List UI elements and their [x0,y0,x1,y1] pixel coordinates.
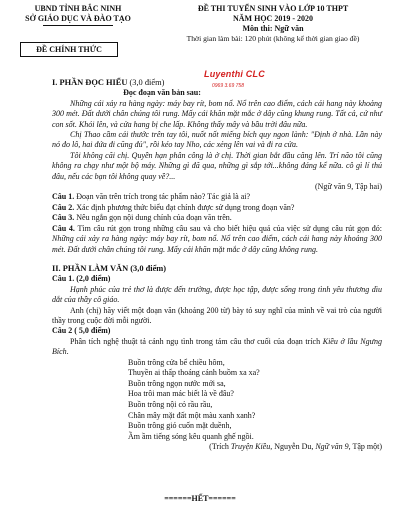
school-year: NĂM HỌC 2019 - 2020 [233,14,313,23]
exam-subject: Môn thi: Ngữ văn [242,24,304,33]
question-4: Câu 4. Tìm câu rút gọn trong những câu sau và cho biết hiệu quả của việc sử dụng câu rút gọn đó: Những cái xảy ra hàng ngày: máy bay rít, bom nổ. Nổ trên cao điểm, cách cái hang này khoảng 300 mét. Đất dưới chân chúng tôi rung. Mấy cái khăn mặt mắc ở dây cũng không rung. [52,223,382,254]
part2-points: (3,0 điểm) [130,263,167,273]
part2-q1-label: Câu 1. (2,0 điểm) [52,274,111,284]
department-name: SỞ GIÁO DỤC VÀ ĐÀO TẠO [25,14,131,23]
poem-citation: (Trích Truyện Kiều, Nguyễn Du, Ngữ văn 9, Tập một) [209,442,382,452]
part1-title: I. PHẦN ĐỌC HIỂU [52,78,128,87]
part2-title: II. PHẦN LÀM VĂN [52,263,129,273]
poem-line: Buồn trông cửa bể chiều hôm, [128,357,225,367]
passage-paragraph: Chị Thao cầm cái thước trên tay tôi, nuốt nốt miếng bích quy ngon lành: "Định ở nhà. Lần này nó đo lô, hai đứa đi cũng đủ", rồi kéo tay Nho, các xẻng lên vai và đi ra cửa. [52,130,382,150]
poem-line: Thuyền ai thấp thoáng cánh buồm xa xa? [128,368,260,378]
exam-title: ĐỀ THI TUYỂN SINH VÀO LỚP 10 THPT [197,4,349,13]
question-3: Câu 3. Nêu ngắn gọn nội dung chính của đoạn văn trên. [52,213,232,223]
part2-q1-task: Anh (chị) hãy viết một đoạn văn (khoảng 200 từ) bày tỏ suy nghĩ của mình về vai trò của người thầy trong cuộc đời mỗi người. [52,305,382,325]
question-2: Câu 2. Xác định phương thức biểu đạt chính được sử dụng trong đoạn văn? [52,202,295,212]
part2-q1-quote: Hạnh phúc của trẻ thơ là được đến trường, được học tập, được sống trong tình yêu thương dìu dắt của thầy cô giáo. [52,284,382,305]
header-divider [43,25,113,26]
poem-excerpt [52,358,382,443]
part2-q2-task: Phân tích nghệ thuật tả cảnh ngụ tình trong tám câu thơ cuối của đoạn trích Kiều ở lầu Ngưng Bích. [52,336,382,357]
poem-line: Buồn trông nội cỏ rầu rầu, [128,399,213,409]
passage-citation: (Ngữ văn 9, Tập hai) [314,182,382,192]
poem-line: Ầm ầm tiếng sóng kêu quanh ghế ngồi. [128,431,254,441]
exam-time: Thời gian làm bài: 120 phút (không kể thời gian giao đề) [186,34,360,43]
province-name: UBND TỈNH BẮC NINH [34,4,122,13]
poem-line: Buồn trông ngọn nước mới sa, [128,378,226,388]
question-1: Câu 1. Đoạn văn trên trích trong tác phẩm nào? Tác giả là ai? [52,192,251,202]
issuer-header [8,4,148,26]
part1-heading [52,78,382,88]
part2-heading [52,264,382,274]
passage-paragraph: Những cái xảy ra hàng ngày: máy bay rít, bom nổ. Nổ trên cao điểm, cách cái hang này khoảng 300 mét. Đất dưới chân chúng tôi rung. Mấy cái khăn mặt mắc ở dây cũng khung rung. Tất cả, cứ như con sốt. Khói lên, và cửa hang bị che lấp. Không thấy mây và bầu trời đâu nữa. [52,98,382,129]
official-badge: ĐỀ CHÍNH THỨC [20,42,118,57]
poem-line: Hoa trôi man mác biết là về đâu? [128,389,234,399]
passage-paragraph: Tôi không cãi chị. Quyền hạn phân công là ở chị. Thời gian bắt đầu căng lên. Trí não tôi cũng không ra chạy như một bộ máy. Những gì đã qua, những gì sắp tới...không đáng kể nữa. cô gì lí thú đâu, nếu các bạn tôi không quay về?... [52,150,382,181]
watermark-phone: 0969 3.69 758 [212,83,244,89]
poem-line: Buồn trông gió cuốn mặt duềnh, [128,421,232,431]
poem-line: Chân mây mặt đất một màu xanh xanh? [128,410,256,420]
read-instruction: Đọc đoạn văn bản sau: [123,88,201,98]
end-marker: ======HẾT====== [164,494,236,503]
part1-points: (3,0 điểm) [129,78,165,87]
exam-body [52,78,382,453]
part2-q2-label: Câu 2 ( 5,0 điểm) [52,326,111,336]
exam-header [150,4,396,44]
watermark-brand: Luyenthi CLC [204,69,265,79]
